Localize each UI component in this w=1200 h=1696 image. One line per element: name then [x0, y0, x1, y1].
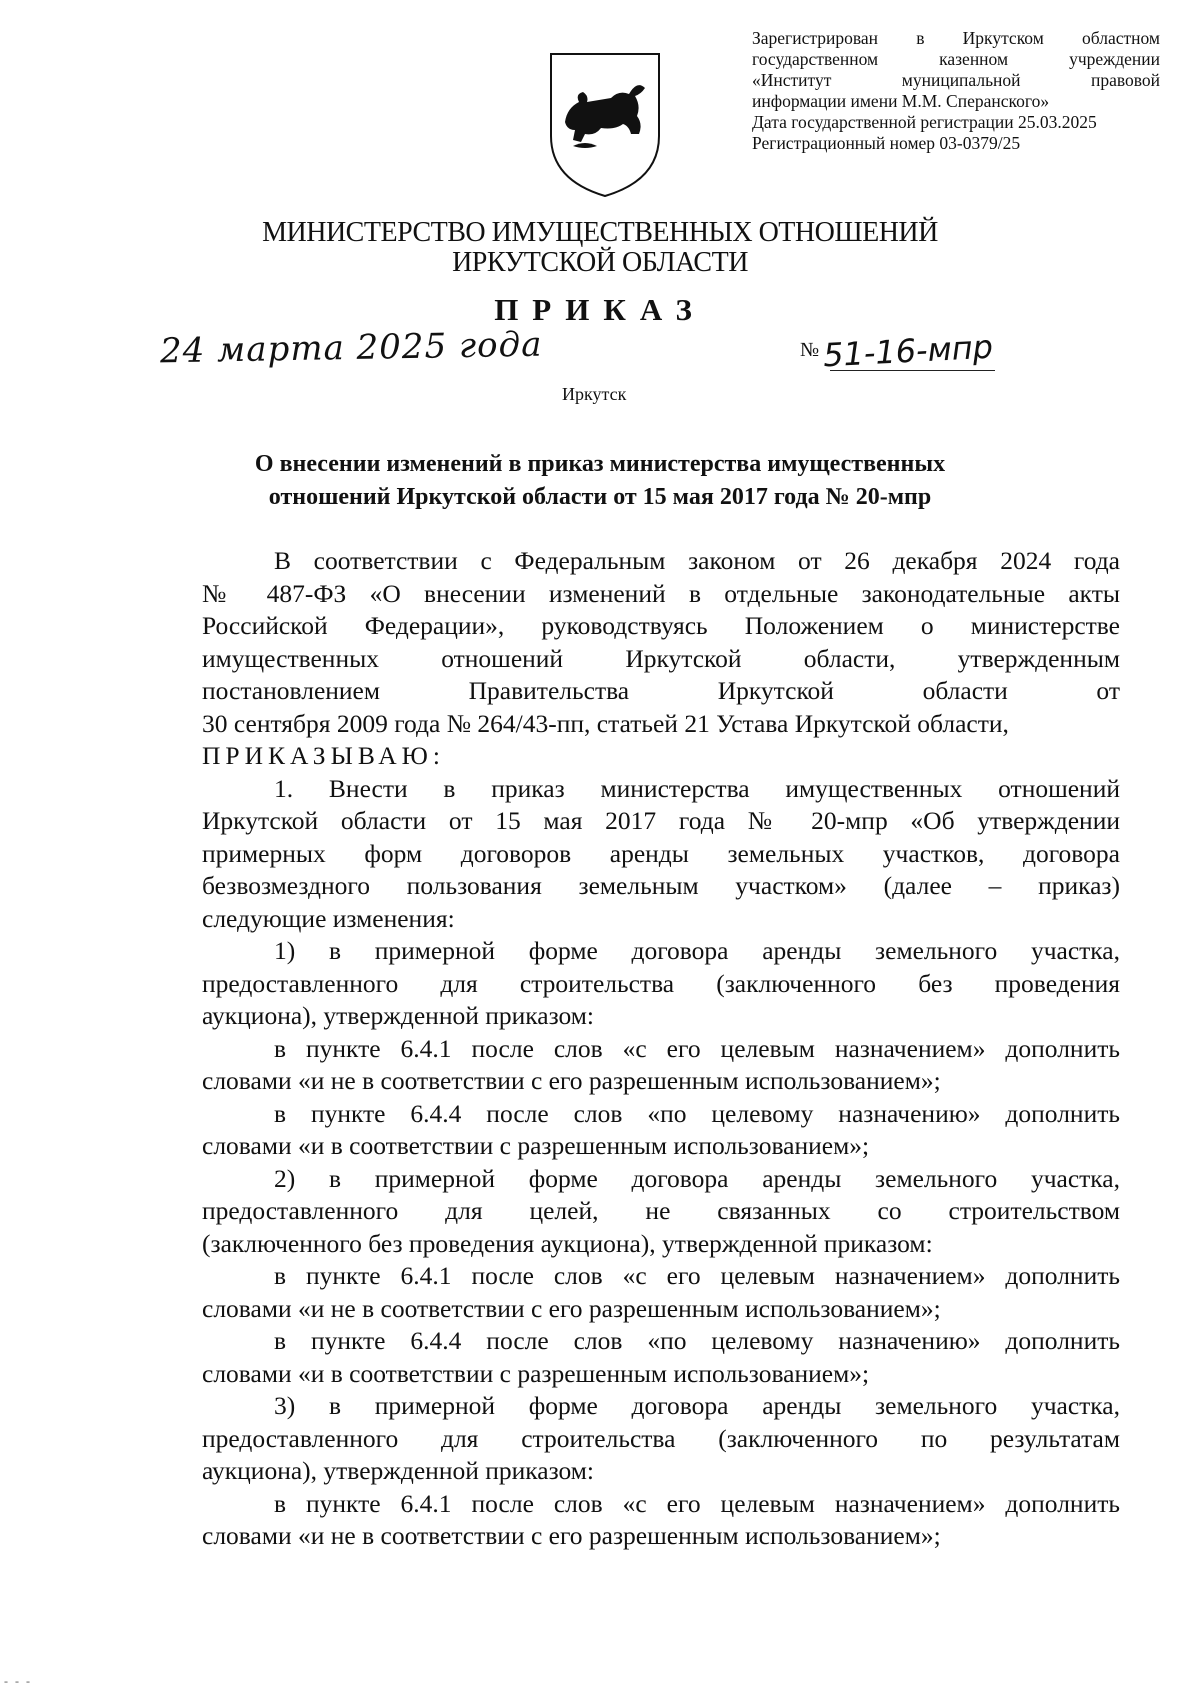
body-line: словами «и не в соответствии с его разрешенным использованием»; [202, 1066, 941, 1095]
body-line: В соответствии с Федеральным законом от 26 декабря 2024 года [274, 546, 1120, 575]
body-line: словами «и не в соответствии с его разрешенным использованием»; [202, 1293, 941, 1323]
body-line: имущественных отношений Иркутской области, утвержденным [202, 643, 1120, 673]
registration-line: Зарегистрирован в Иркутском областном [752, 28, 1160, 48]
document-type: ПРИКАЗ [494, 292, 706, 327]
body-line: примерных форм договоров аренды земельных участков, договора [202, 838, 1120, 868]
body-line: Иркутской области от 15 мая 2017 года № 20-мпр «Об утверждении [202, 806, 1120, 835]
body-line: 1. Внести в приказ министерства имущественных отношений [274, 773, 1120, 803]
body-line: (заключенного без проведения аукциона), утвержденной приказом: [202, 1228, 933, 1258]
registration-line: Регистрационный номер 03-0379/25 [752, 133, 1021, 153]
body-line: безвозмездного пользования земельным участком» (далее – приказ) [202, 871, 1120, 900]
body-line: следующие изменения: [202, 903, 455, 933]
body-line: № 487-ФЗ «О внесении изменений в отдельные законодательные акты [202, 578, 1120, 608]
document-title [180, 448, 1020, 514]
number-sign: № [800, 339, 820, 361]
body-line: словами «и не в соответствии с его разрешенным использованием»; [202, 1521, 941, 1550]
body-line: 1) в примерной форме договора аренды земельного участка, [274, 936, 1120, 965]
ministry-name-line2: ИРКУТСКОЙ ОБЛАСТИ [452, 247, 748, 278]
body-line: в пункте 6.4.1 после слов «с его целевым назначением» дополнить [274, 1033, 1120, 1063]
body-line: словами «и в соответствии с разрешенным использованием»; [202, 1358, 870, 1388]
body-line: в пункте 6.4.4 после слов «по целевому назначению» дополнить [274, 1326, 1120, 1355]
city-name: Иркутск [562, 384, 627, 404]
body-line: Российской Федерации», руководствуясь Положением о министерстве [202, 611, 1120, 640]
ministry-name-line1: МИНИСТЕРСТВО ИМУЩЕСТВЕННЫХ ОТНОШЕНИЙ [262, 217, 938, 248]
number-underline [830, 370, 995, 371]
order-number [800, 327, 994, 375]
scan-artifact-mark: - - - [4, 1674, 32, 1688]
body-line: словами «и в соответствии с разрешенным использованием»; [202, 1131, 870, 1160]
body-line: в пункте 6.4.1 после слов «с его целевым назначением» дополнить [274, 1488, 1120, 1518]
body-line: предоставленного для строительства (заключенного по результатам [202, 1423, 1120, 1453]
body-line: аукциона), утвержденной приказом: [202, 1456, 595, 1485]
registration-line: Дата государственной регистрации 25.03.2025 [752, 112, 1097, 132]
body-line: в пункте 6.4.4 после слов «по целевому назначению» дополнить [274, 1098, 1120, 1128]
title-line2: отношений Иркутской области от 15 мая 2017 года № 20-мпр [268, 484, 932, 510]
document-body [202, 545, 1120, 1553]
handwritten-number: 51-16-мпр [822, 327, 994, 375]
body-line: 2) в примерной форме договора аренды земельного участка, [274, 1163, 1120, 1193]
body-line: аукциона), утвержденной приказом: [202, 1001, 595, 1030]
body-line: 3) в примерной форме договора аренды земельного участка, [274, 1391, 1120, 1420]
handwritten-date: 24 марта 2025 года [159, 324, 543, 372]
order-word: ПРИКАЗЫВАЮ: [202, 741, 445, 770]
ministry-heading [150, 218, 1050, 278]
body-line: предоставленного для строительства (заключенного без проведения [202, 968, 1120, 998]
body-line: предоставленного для целей, не связанных со строительством [202, 1196, 1120, 1225]
registration-line: государственном казенном учреждении [752, 49, 1160, 69]
registration-note [752, 28, 1160, 154]
registration-line: информации имени М.М. Сперанского» [752, 91, 1050, 111]
title-line1: О внесении изменений в приказ министерства имущественных [254, 451, 946, 477]
body-line: в пункте 6.4.1 после слов «с его целевым назначением» дополнить [274, 1261, 1120, 1290]
registration-line: «Институт муниципальной правовой [752, 70, 1160, 90]
body-line: постановлением Правительства Иркутской области от [202, 676, 1120, 705]
body-line: 30 сентября 2009 года № 264/43-пп, статьей 21 Устава Иркутской области, [202, 708, 1009, 738]
coat-of-arms-emblem [545, 50, 665, 200]
